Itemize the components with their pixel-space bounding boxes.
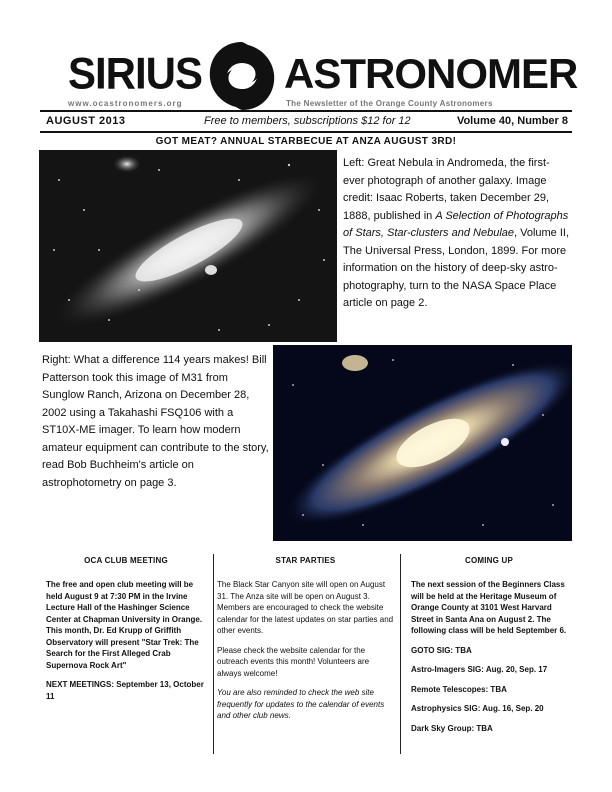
- caption-modern-photo: Right: What a difference 114 years makes! Bill Patterson took this image of M31 from Sunglow Ranch, Arizona on December 28, 2002 using a Takahashi FSQ106 with a ST10X-ME imager. To learn how modern amateur equipment can contribute to the story, read Bob Buchheim's article on astrophotometry on page 3.: [42, 354, 269, 489]
- club-meeting-column: [46, 556, 206, 710]
- column-divider: [213, 554, 214, 754]
- subscription-note: Free to members, subscriptions $12 for 12: [204, 115, 411, 127]
- star-parties-p1: The Black Star Canyon site will open on August 31. The Anza site will be open on August 3. Members are encouraged to check the website calendar for the latest updates on star parties and other events.: [217, 580, 394, 635]
- volume-number: Volume 40, Number 8: [456, 115, 568, 127]
- issue-date: AUGUST 2013: [46, 115, 126, 127]
- caption-historic-photo: Left: Great Nebula in Andromeda, the first-ever photograph of another galaxy. Image credit: Isaac Roberts, taken December 29, 1888, published in A Selection of Photographs of Stars, Star-clusters and Nebulae, Volume II, The Universal Press, London, 1899. For more information on the history of deep-sky astro-photography, turn to the NASA Space Place article on page 2.: [343, 157, 570, 309]
- andromeda-historic-photo: [39, 150, 337, 342]
- masthead-title-right: ASTRONOMER: [284, 50, 578, 97]
- coming-up-p1: The next session of the Beginners Class will be held at the Heritage Museum of Orange County at 3101 West Harvard Street in Santa Ana on August 2. The following class will be held September 6.: [411, 580, 567, 635]
- star-parties-p3: You are also reminded to check the web site frequently for updates to the calendar of events and other club news.: [217, 688, 385, 720]
- sig-item: GOTO SIG: TBA: [411, 645, 472, 655]
- website-url[interactable]: www.ocastronomers.org: [68, 99, 183, 108]
- top-rule: [40, 110, 572, 112]
- swirl-logo-icon: [204, 38, 280, 114]
- bottom-rule: [40, 131, 572, 133]
- masthead-title-left: SIRIUS: [68, 48, 203, 99]
- andromeda-modern-photo: [273, 345, 572, 541]
- headline: GOT MEAT? ANNUAL STARBECUE AT ANZA AUGUST 3RD!: [155, 136, 457, 147]
- next-meetings: NEXT MEETINGS: September 13, October 11: [46, 680, 204, 701]
- coming-up-heading: COMING UP: [464, 556, 514, 565]
- star-parties-p2: Please check the website calendar for the outreach events this month! Volunteers are always welcome!: [217, 645, 370, 678]
- column-divider: [400, 554, 401, 754]
- club-meeting-body: The free and open club meeting will be held August 9 at 7:30 PM in the Irvine Lecture Hall of the Hashinger Science Center at Chapman University in Orange. This month, Dr. Ed Krupp of Griffith Observatory will present "Star Trek: The Search for the First Alleged Crab Supernova Rock Art": [46, 580, 203, 670]
- sig-item: Remote Telescopes: TBA: [411, 684, 507, 694]
- masthead-tagline: The Newsletter of the Orange County Astronomers: [286, 99, 493, 108]
- sig-item: Dark Sky Group: TBA: [411, 723, 493, 733]
- coming-up-column: [411, 556, 567, 742]
- club-meeting-heading: OCA CLUB MEETING: [84, 556, 168, 565]
- sig-item: Astro-Imagers SIG: Aug. 20, Sep. 17: [411, 665, 548, 674]
- star-parties-column: [217, 556, 394, 730]
- sig-item: Astrophysics SIG: Aug. 16, Sep. 20: [411, 704, 544, 713]
- star-parties-heading: STAR PARTIES: [275, 556, 336, 565]
